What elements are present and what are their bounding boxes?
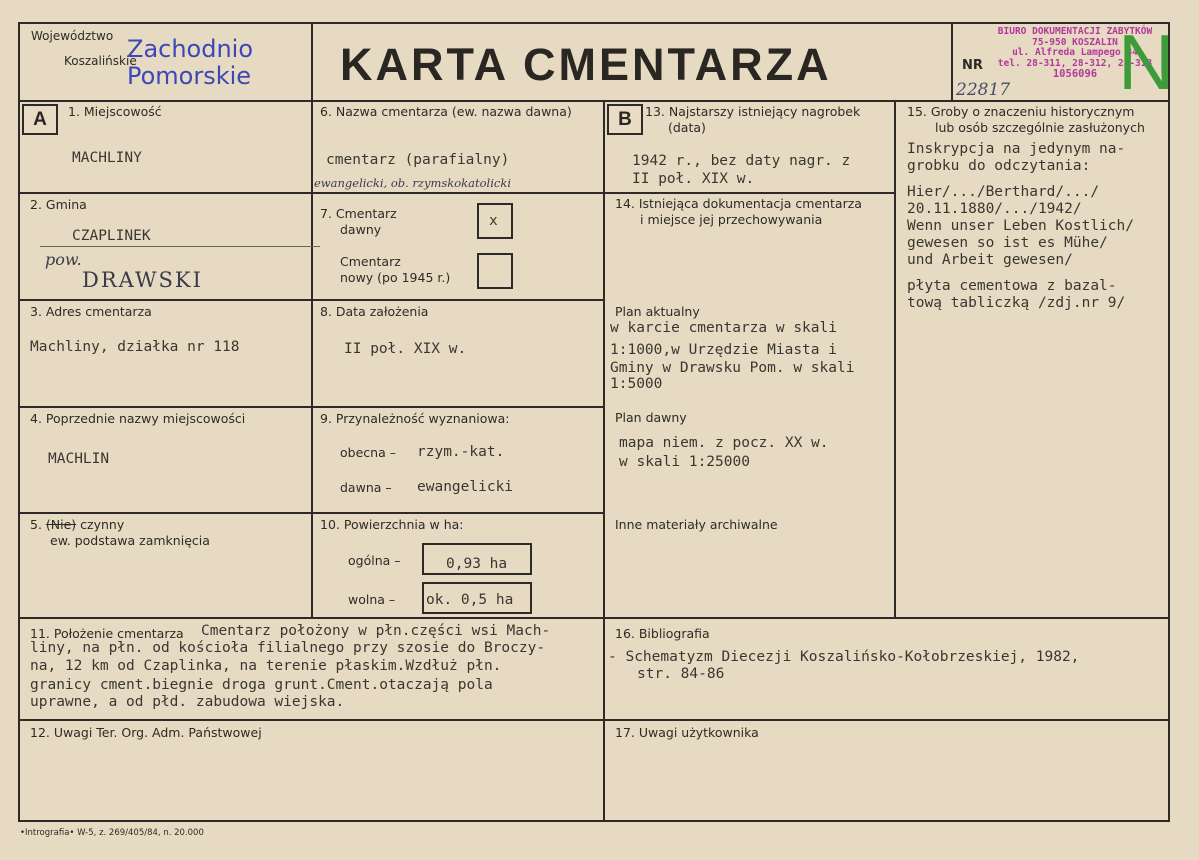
f5-label: 5. (Nie) czynny <box>30 517 125 532</box>
row-divider-mid-4 <box>311 512 605 514</box>
f2-underline <box>40 246 320 247</box>
row-divider-mid-3 <box>311 406 605 408</box>
f14-pa-line1: w karcie cmentarza w skali <box>610 320 837 336</box>
f10-wolna-label: wolna – <box>348 592 396 607</box>
f1-label: 1. Miejscowość <box>68 104 162 119</box>
nr-label: NR <box>962 58 983 73</box>
f2-powiat-value: DRAWSKI <box>82 268 203 292</box>
f14-pd-line1: mapa niem. z pocz. XX w. <box>619 435 829 451</box>
header-bottom-line <box>18 100 1170 102</box>
f2-label: 2. Gmina <box>30 197 87 212</box>
f15-label: 15. Groby o znaczeniu historycznym <box>907 104 1135 119</box>
voivodeship-label: Województwo <box>31 29 114 43</box>
f14-label: 14. Istniejąca dokumentacja cmentarza <box>615 196 862 211</box>
corner-letter-n: N <box>1118 18 1175 106</box>
f6-value: cmentarz (parafialny) <box>326 152 510 168</box>
f14-plan-dawny: Plan dawny <box>615 410 687 425</box>
f4-value: MACHLIN <box>48 451 110 467</box>
f13-label2: (data) <box>668 120 706 135</box>
row-divider-left-1 <box>18 192 312 194</box>
f7-nowy-label: Cmentarz <box>340 254 401 269</box>
f12-label: 12. Uwagi Ter. Org. Adm. Państwowej <box>30 725 262 740</box>
f15-label2: lub osób szczególnie zasłużonych <box>935 120 1145 135</box>
f15-line-4: 20.11.1880/.../1942/ <box>907 201 1082 217</box>
f9-label: 9. Przynależność wyznaniowa: <box>320 411 510 426</box>
row-divider-lower-1 <box>18 617 1170 619</box>
nr-value: 22817 <box>956 80 1011 100</box>
f15-line-1: grobku do odczytania: <box>907 158 1091 174</box>
row-divider-left-2 <box>18 299 312 301</box>
f15-line-7: und Arbeit gewesen/ <box>907 252 1073 268</box>
f13-line1: 1942 r., bez daty nagr. z <box>632 153 851 169</box>
row-divider-left-3 <box>18 406 312 408</box>
f11-line3: na, 12 km od Czaplinka, na terenie płaskim.Wzdłuż płn. <box>30 658 502 674</box>
section-a-badge: A <box>22 104 58 135</box>
f14-plan-aktualny: Plan aktualny <box>615 304 700 319</box>
outer-border-top <box>18 22 1170 24</box>
f3-label: 3. Adres cmentarza <box>30 304 152 319</box>
header-divider-1 <box>311 22 313 102</box>
f10-label: 10. Powierzchnia w ha: <box>320 517 464 532</box>
f10-ogolna-label: ogólna – <box>348 553 401 568</box>
f13-line2: II poł. XIX w. <box>632 171 755 187</box>
header-divider-2 <box>951 22 953 102</box>
outer-border-right <box>1168 22 1170 822</box>
f11-label: 11. Położenie cmentarza <box>30 626 184 641</box>
f9-dawna-label: dawna – <box>340 480 392 495</box>
f13-label: 13. Najstarszy istniejący nagrobek <box>645 104 861 119</box>
f16-line2: str. 84-86 <box>637 666 725 682</box>
f7-label2: dawny <box>340 222 382 237</box>
f8-label: 8. Data założenia <box>320 304 429 319</box>
f9-obecna-value: rzym.-kat. <box>417 444 505 460</box>
f14-label2: i miejsce jej przechowywania <box>640 212 823 227</box>
f14-pa-line4: 1:5000 <box>610 376 663 392</box>
f5-sub: ew. podstawa zamknięcia <box>50 533 210 548</box>
section-b-badge: B <box>607 104 643 135</box>
f7-label: 7. Cmentarz <box>320 206 397 221</box>
row-divider-left-4 <box>18 512 312 514</box>
f16-label: 16. Bibliografia <box>615 626 710 641</box>
f7-dawny-mark: x <box>489 213 498 229</box>
f8-value: II poł. XIX w. <box>344 341 467 357</box>
f14-pa-line3: Gminy w Drawsku Pom. w skali <box>610 360 855 376</box>
f15-line-6: gewesen so ist es Mühe/ <box>907 235 1108 251</box>
f2-value: CZAPLINEK <box>72 228 151 244</box>
f7-dawny-checkbox[interactable] <box>477 203 513 239</box>
f11-line2: liny, na płn. od kościoła filialnego przy szosie do Broczy- <box>30 640 546 656</box>
f9-obecna-label: obecna – <box>340 445 396 460</box>
f15-line-0: Inskrypcja na jedynym na- <box>907 141 1126 157</box>
f10-wolna-box <box>422 582 532 614</box>
voivodeship-stamp-line1: Zachodnio <box>127 35 254 63</box>
f1-value: MACHLINY <box>72 150 142 166</box>
f14-inne: Inne materiały archiwalne <box>615 517 778 532</box>
voivodeship-printed-value: Koszalińskie <box>64 54 137 68</box>
f7-nowy-label2: nowy (po 1945 r.) <box>340 270 451 285</box>
col-divider-2 <box>603 100 605 820</box>
f16-line1: - Schematyzm Diecezji Koszalińsko-Kołobrzeskiej, 1982, <box>608 649 1080 665</box>
printer-imprint: •Intrografia• W-5, z. 269/405/84, n. 20.000 <box>20 828 204 838</box>
f9-dawna-value: ewangelicki <box>417 479 514 495</box>
f17-label: 17. Uwagi użytkownika <box>615 725 759 740</box>
col-divider-3 <box>894 100 896 618</box>
f2-powiat-label: pow. <box>45 250 82 269</box>
f6-handwritten: ewangelicki, ob. rzymskokatolicki <box>314 176 511 190</box>
f6-label: 6. Nazwa cmentarza (ew. nazwa dawna) <box>320 104 572 119</box>
f11-line4: granicy cment.biegnie droga grunt.Cment.otaczają pola <box>30 677 493 693</box>
outer-border-left <box>18 22 20 822</box>
outer-border-bottom <box>18 820 1170 822</box>
col-divider-1 <box>311 100 313 618</box>
f15-line-5: Wenn unser Leben Kostlich/ <box>907 218 1134 234</box>
row-divider-mid-2 <box>311 299 605 301</box>
f4-label: 4. Poprzednie nazwy miejscowości <box>30 411 246 426</box>
f11-line1: Cmentarz położony w płn.części wsi Mach- <box>201 623 551 639</box>
row-divider-lower-2 <box>18 719 1170 721</box>
f10-ogolna-value: 0,93 ha <box>446 556 508 572</box>
f15-line-3: Hier/.../Berthard/.../ <box>907 184 1100 200</box>
f15-line-10: tową tabliczką /zdj.nr 9/ <box>907 295 1126 311</box>
row-divider-col3-1 <box>603 192 895 194</box>
f10-wolna-value: ok. 0,5 ha <box>426 592 514 608</box>
voivodeship-stamp-line2: Pomorskie <box>127 62 252 90</box>
f7-nowy-checkbox[interactable] <box>477 253 513 289</box>
f14-pd-line2: w skali 1:25000 <box>619 454 750 470</box>
archive-stamp: BIURO DOKUMENTACJI ZABYTKÓW 75-950 KOSZALIN ul. Alfreda Lampego 34 tel. 28-311, 28-312, 28-313 1056096 <box>997 26 1153 80</box>
f14-pa-line2: 1:1000,w Urzędzie Miasta i <box>610 342 837 358</box>
row-divider-mid-1 <box>311 192 605 194</box>
page-title: KARTA CMENTARZA <box>340 39 832 90</box>
f3-value: Machliny, działka nr 118 <box>30 339 240 355</box>
f11-line5: uprawne, a od płd. zabudowa wiejska. <box>30 694 345 710</box>
f15-line-9: płyta cementowa z bazal- <box>907 278 1117 294</box>
f10-ogolna-box <box>422 543 532 575</box>
